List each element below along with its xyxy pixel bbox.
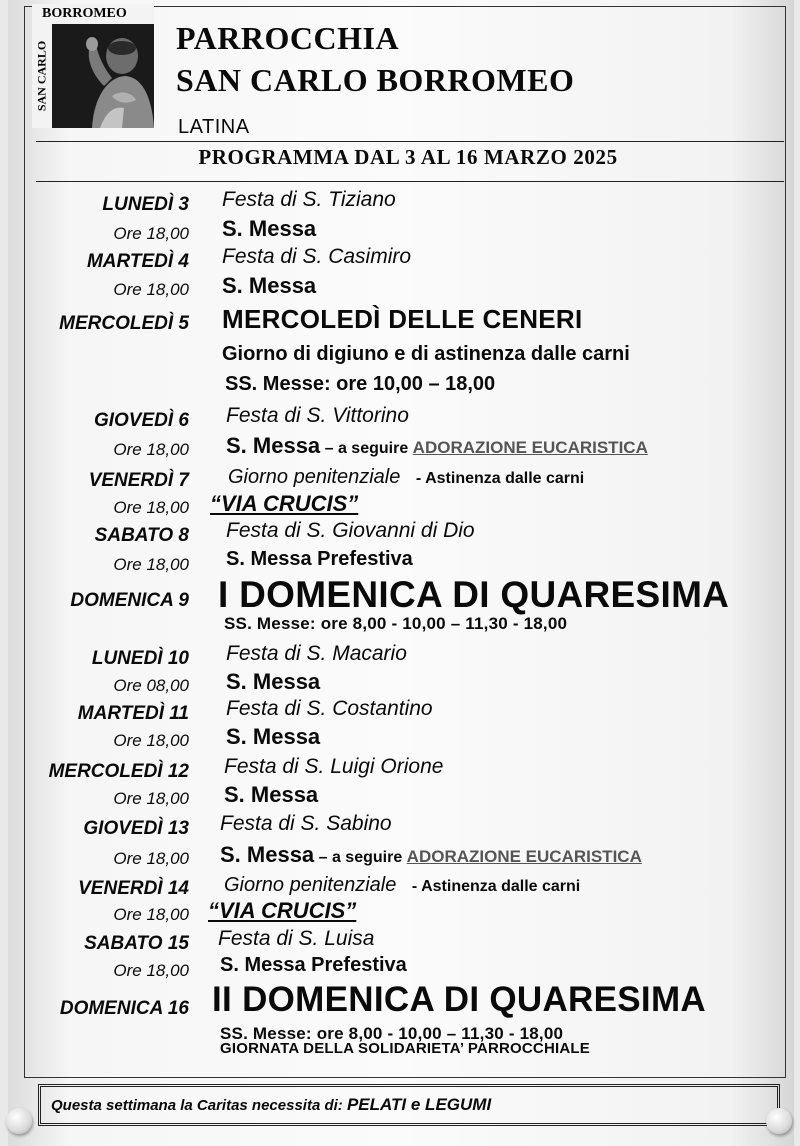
divider-top: [36, 141, 784, 142]
via-crucis-text: “VIA CRUCIS”: [210, 491, 359, 516]
adoration-link: ADORAZIONE EUCARISTICA: [412, 438, 648, 457]
hour-label: Ore 18,00: [113, 731, 189, 750]
hour-label: Ore 18,00: [113, 498, 189, 517]
hour-label: Ore 18,00: [113, 789, 189, 808]
separator-text: – a seguire: [314, 849, 407, 866]
abstinence-note: - Astinenza dalle carni: [415, 470, 585, 487]
event-heading: MERCOLEDÌ DELLE CENERI: [222, 304, 583, 334]
hour-label: Ore 08,00: [113, 676, 189, 695]
day-label: SABATO 15: [84, 933, 189, 954]
day-label: MARTEDÌ 4: [86, 251, 189, 272]
event-heading: I DOMENICA DI QUARESIMA: [218, 574, 730, 615]
hour-label: Ore 18,00: [113, 280, 189, 299]
event-line: [224, 874, 580, 897]
hour-label: Ore 18,00: [113, 905, 189, 924]
event-text: Festa di S. Giovanni di Dio: [226, 519, 475, 542]
solidarity-day-text: GIORNATA DELLA SOLIDARIETA’ PARROCCHIALE: [220, 1040, 590, 1057]
mass-text: S. Messa: [226, 433, 321, 458]
event-text: Giorno penitenziale: [228, 466, 401, 488]
hour-label: Ore 18,00: [113, 961, 189, 980]
day-label: VENERDÌ 14: [78, 878, 189, 899]
program-heading: PROGRAMMA DAL 3 AL 16 MARZO 2025: [198, 145, 618, 169]
caritas-note-prefix: Questa settimana la Caritas necessita di:: [51, 1097, 347, 1114]
day-label: MERCOLEDÌ 12: [48, 761, 189, 782]
hour-label: Ore 18,00: [113, 224, 189, 243]
via-crucis-text: “VIA CRUCIS”: [208, 898, 357, 923]
city-name: LATINA: [178, 116, 250, 138]
day-label: GIOVEDÌ 6: [93, 410, 189, 431]
event-heading: II DOMENICA DI QUARESIMA: [212, 980, 706, 1019]
day-label: GIOVEDÌ 13: [83, 818, 189, 839]
separator-text: – a seguire: [320, 440, 413, 457]
day-label: MARTEDÌ 11: [77, 703, 189, 724]
day-label: DOMENICA 9: [70, 590, 189, 611]
poster-sheet: [8, 0, 794, 1146]
masses-times: SS. Messe: ore 8,00 - 10,00 – 11,30 - 18,00: [224, 614, 568, 633]
mass-line: [220, 842, 642, 868]
event-text: Festa di S. Costantino: [226, 697, 433, 720]
saint-portrait-image: [52, 24, 154, 128]
caritas-note-items: PELATI e LEGUMI: [346, 1095, 492, 1114]
day-label: LUNEDÌ 10: [91, 648, 189, 669]
mass-text: S. Messa: [222, 216, 317, 241]
parish-title-line2: SAN CARLO BORROMEO: [176, 62, 575, 98]
logo-side-strip: [32, 24, 52, 128]
day-label: VENERDÌ 7: [88, 470, 189, 491]
caritas-note: [38, 1084, 780, 1126]
adoration-link: ADORAZIONE EUCARISTICA: [406, 847, 642, 866]
divider-bottom: [36, 181, 784, 182]
hour-label: Ore 18,00: [113, 555, 189, 574]
mass-text: S. Messa Prefestiva: [226, 548, 413, 570]
masses-times: SS. Messe: ore 10,00 – 18,00: [225, 373, 496, 395]
event-text: Festa di S. Luigi Orione: [224, 755, 444, 778]
parish-logo: [32, 4, 154, 128]
day-label: SABATO 8: [94, 525, 189, 546]
mass-line: [226, 433, 648, 459]
abstinence-note: - Astinenza dalle carni: [411, 878, 581, 895]
event-text: Giorno penitenziale: [224, 874, 397, 896]
day-label: LUNEDÌ 3: [102, 194, 189, 215]
mass-text: S. Messa: [220, 842, 315, 867]
logo-side-text: SAN CARLO: [34, 40, 49, 112]
event-text: Festa di S. Tiziano: [222, 188, 396, 211]
event-text: Festa di S. Casimiro: [222, 245, 412, 268]
pushpin-left: [6, 1108, 32, 1134]
event-text: Festa di S. Luisa: [218, 927, 375, 950]
mass-text: S. Messa: [226, 724, 321, 749]
hour-label: Ore 18,00: [113, 440, 189, 459]
event-text: Festa di S. Macario: [226, 642, 407, 665]
pushpin-right: [766, 1108, 792, 1134]
event-text: Giorno di digiuno e di astinenza dalle carni: [222, 343, 630, 365]
event-text: Festa di S. Vittorino: [226, 404, 409, 427]
masses-times: SS. Messe: ore 8,00 - 10,00 – 11,30 - 18,00: [220, 1024, 564, 1043]
day-label: MERCOLEDÌ 5: [59, 313, 189, 334]
day-label: DOMENICA 16: [59, 998, 189, 1019]
hour-label: Ore 18,00: [113, 849, 189, 868]
logo-top-text: BORROMEO: [32, 4, 154, 24]
parish-title-line1: PARROCCHIA: [176, 20, 400, 56]
mass-text: S. Messa: [226, 669, 321, 694]
mass-text: S. Messa: [222, 273, 317, 298]
event-text: Festa di S. Sabino: [220, 812, 392, 835]
event-line: [228, 466, 584, 489]
mass-text: S. Messa: [224, 782, 319, 807]
mass-text: S. Messa Prefestiva: [220, 954, 407, 976]
